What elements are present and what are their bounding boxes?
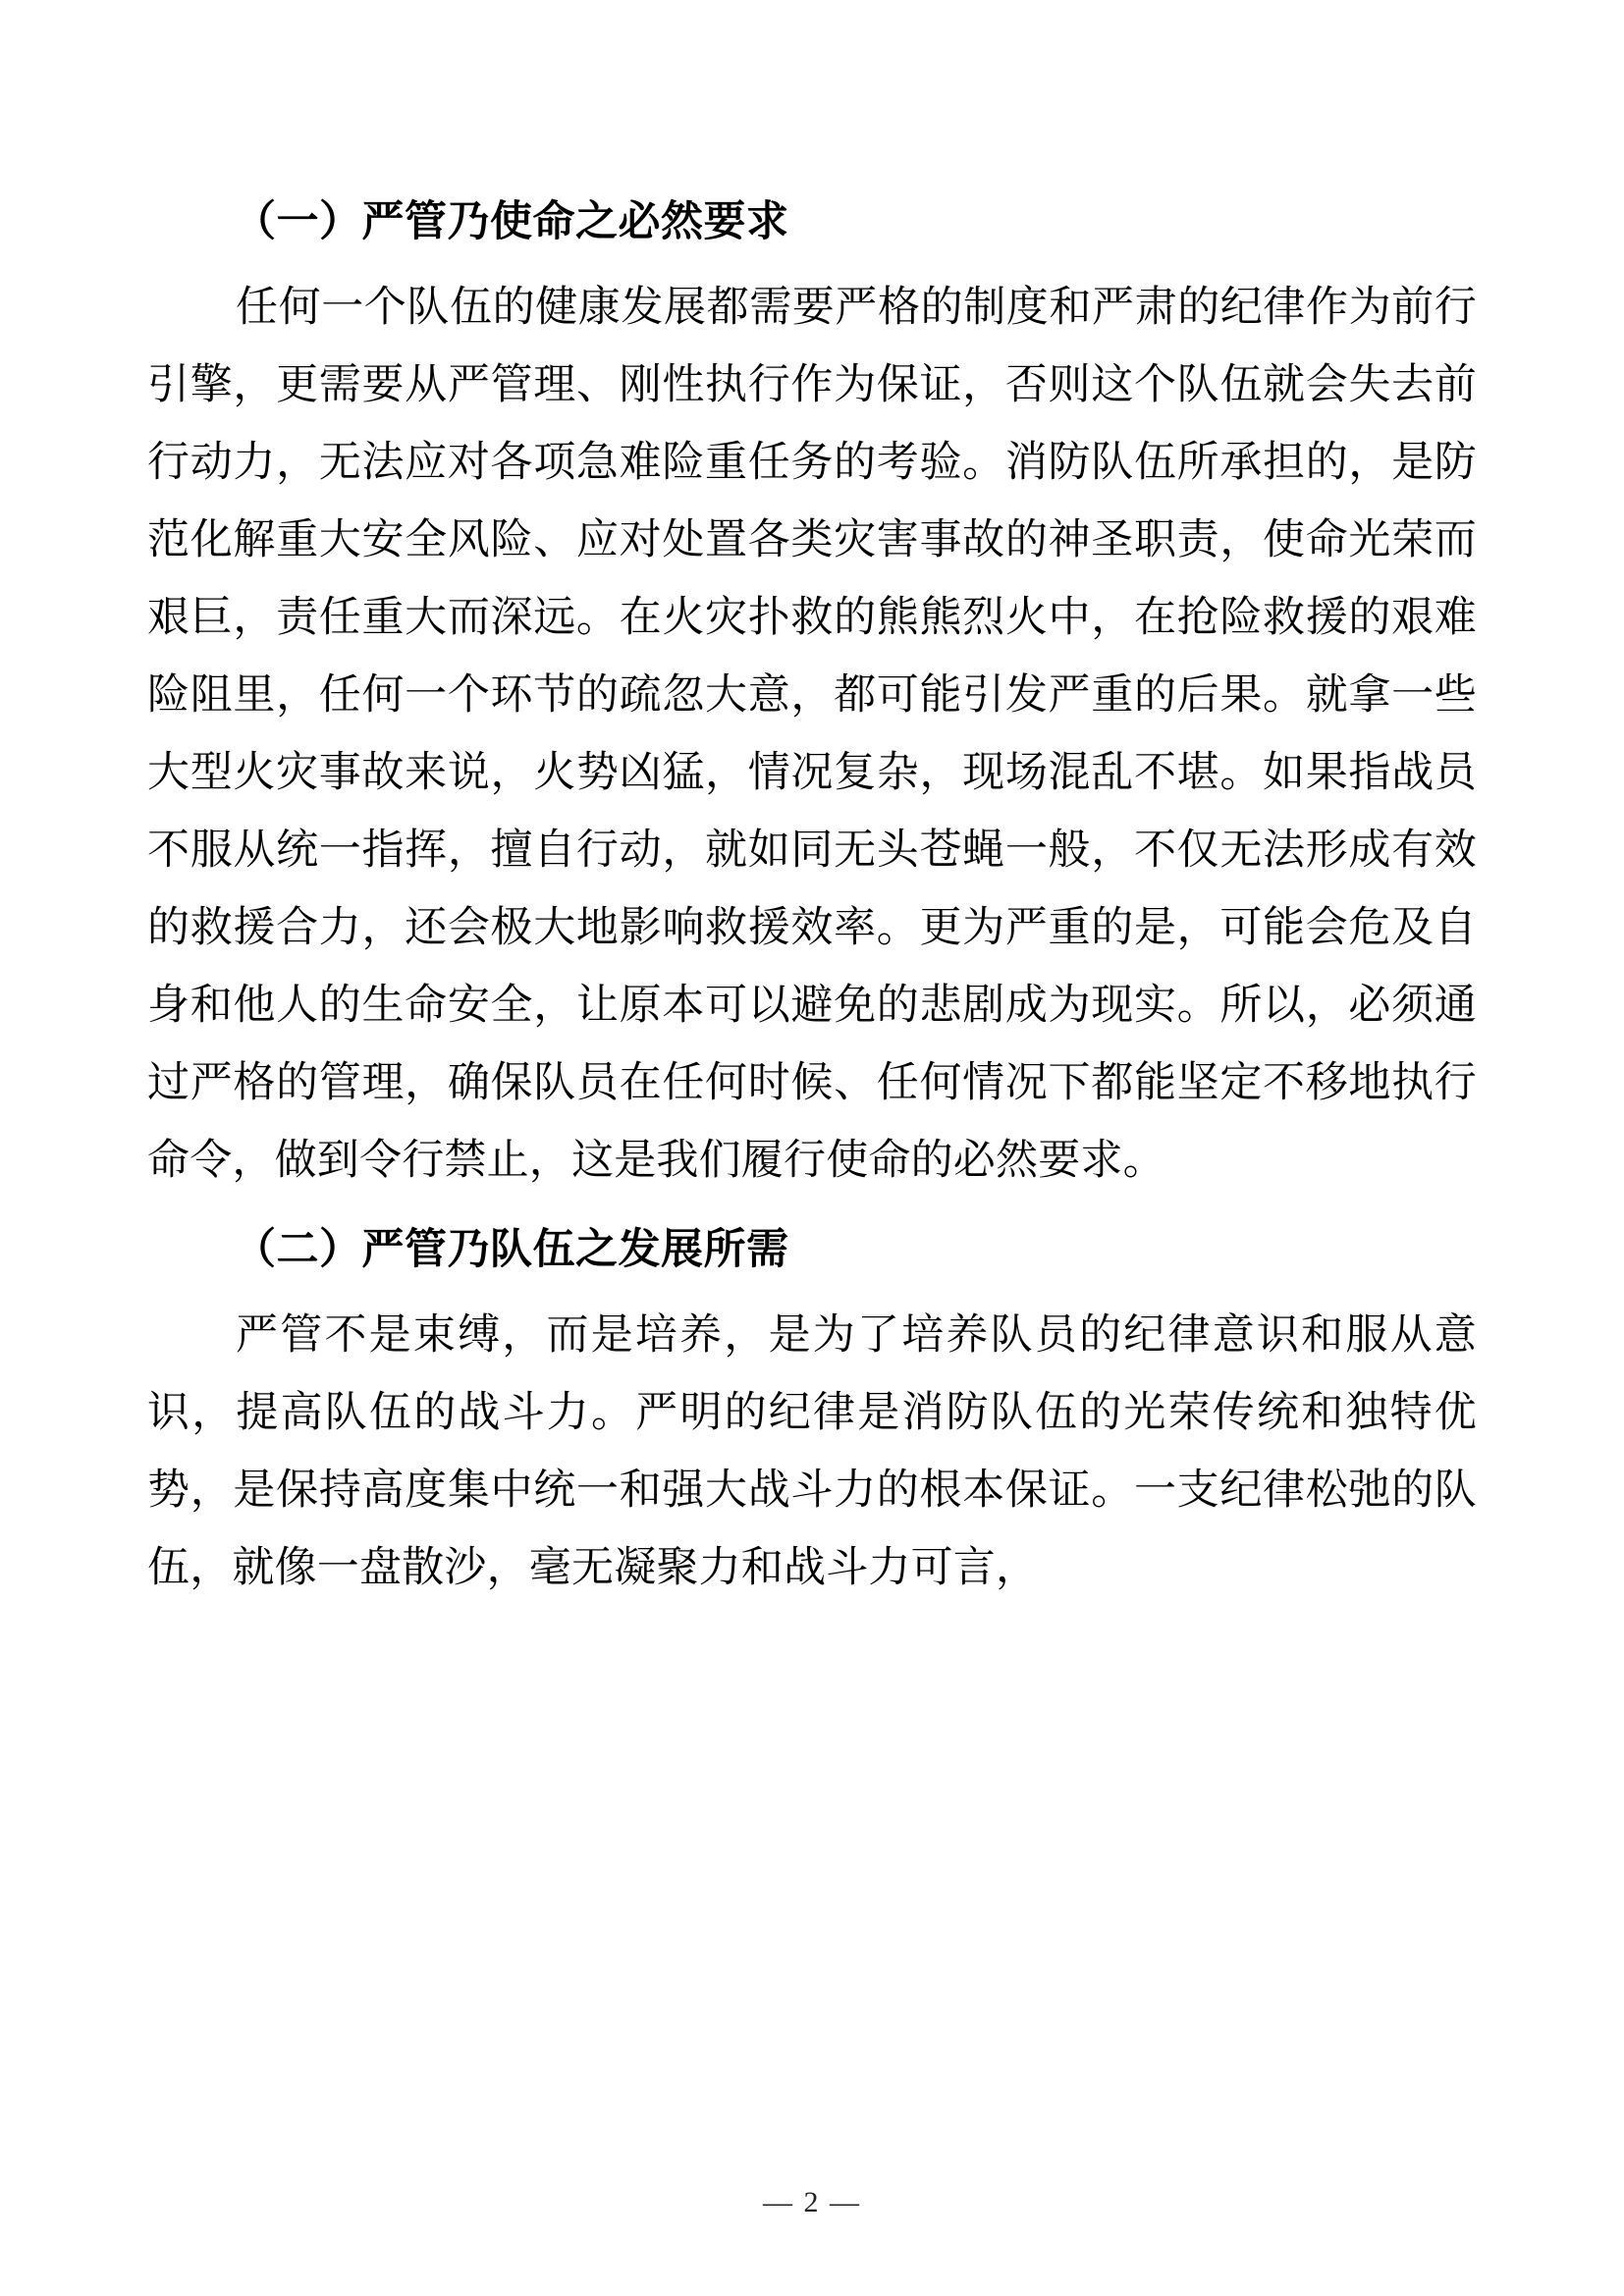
section-heading-two: （二）严管乃队伍之发展所需 (234, 1225, 789, 1274)
document-body (147, 197, 1477, 1607)
section-heading-one: （一）严管乃使命之必然要求 (234, 197, 789, 246)
section-paragraph-one: 任何一个队伍的健康发展都需要严格的制度和严肃的纪律作为前行引擎，更需要从严管理、刚性执行作为保证，否则这个队伍就会失去前行动力，无法应对各项急难险重任务的考验。消防队伍所承担的，是防范化解重大安全风险、应对处置各类灾害事故的神圣职责，使命光荣而艰巨，责任重大而深远。在火灾扑救的熊熊烈火中，在抢险救援的艰难险阻里，任何一个环节的疏忽大意，都可能引发严重的后果。就拿一些大型火灾事故来说，火势凶猛，情况复杂，现场混乱不堪。如果指战员不服从统一指挥，擅自行动，就如同无头苍蝇一般，不仅无法形成有效的救援合力，还会极大地影响救援效率。更为严重的是，可能会危及自身和他人的生命安全，让原本可以避免的悲剧成为现实。所以，必须通过严格的管理，确保队员在任何时候、任何情况下都能坚定不移地执行命令，做到令行禁止，这是我们履行使命的必然要求。 (147, 284, 1477, 1184)
section-paragraph-two: 严管不是束缚，而是培养，是为了培养队员的纪律意识和服从意识，提高队伍的战斗力。严明的纪律是消防队伍的光荣传统和独特优势，是保持高度集中统一和强大战斗力的根本保证。一支纪律松弛的队伍，就像一盘散沙，毫无凝聚力和战斗力可言， (147, 1311, 1477, 1591)
page-number: — 2 — (763, 2186, 861, 2218)
